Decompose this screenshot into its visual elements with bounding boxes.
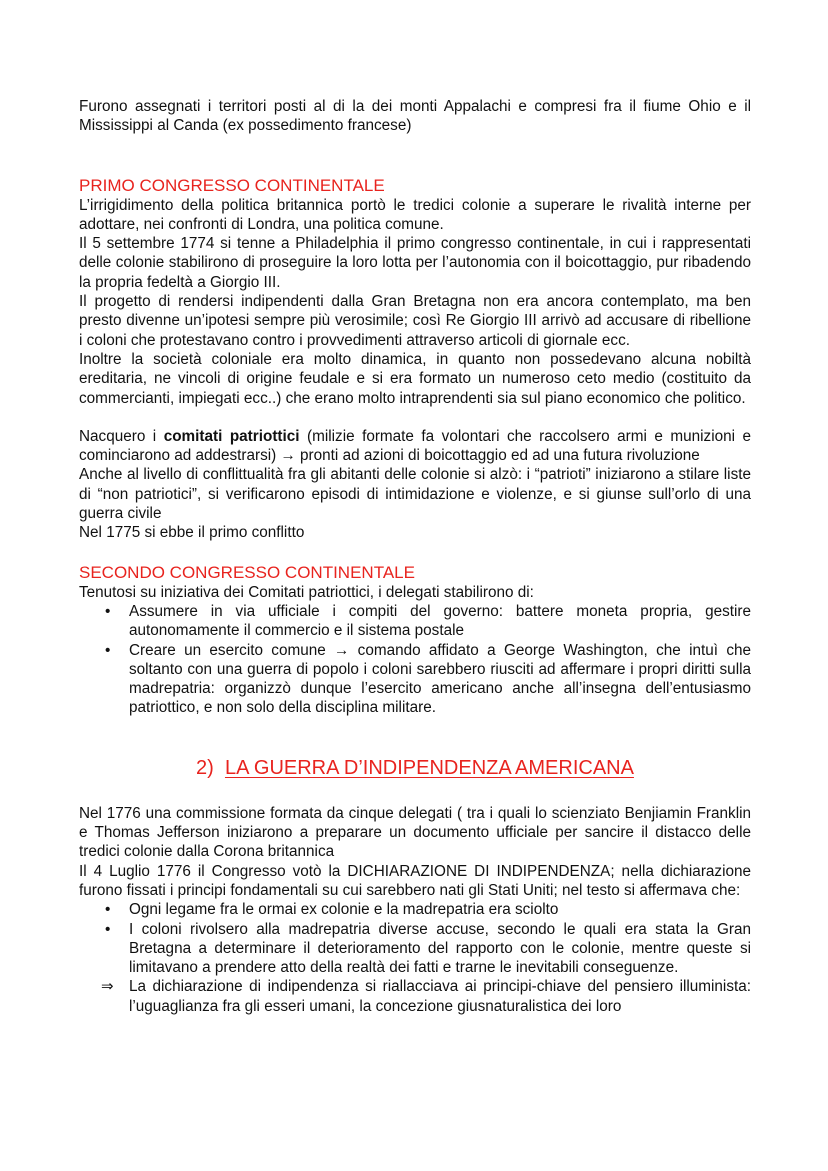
list-item [79,602,751,641]
list-item [79,920,751,978]
chapter-paragraph-2: Il 4 Luglio 1776 il Congresso votò la DICHIARAZIONE DI INDIPENDENZA; nella dichiarazione furono fissati i principi fondamentali su cui sarebbero nati gli Stati Uniti; nel testo si affermava che: [79,862,751,899]
chapter-bullet-list [79,900,751,1016]
p5-text-after: (milizie formate fa volontari che raccolsero armi e munizioni e cominciarono ad addestrarsi) → pronti ad azioni di boicottaggio ed ad una futura rivoluzione [79,427,751,465]
list-item-text: I coloni rivolsero alla madrepatria diverse accuse, secondo le quali era stata la Gran Bretagna a determinare il deterioramento del rapporto con le colonie, mentre queste si limitavano a prendere atto della realtà dei fatti e trarne le inevitabili conseguenze. [129,920,751,977]
primo-paragraph-1: L’irrigidimento della politica britannica portò le tredici colonie a superare le rivalità interne per adottare, nei confronti di Londra, una politica comune. [79,196,751,233]
primo-paragraph-6: Anche al livello di conflittualità fra gli abitanti delle colonie si alzò: i “patrioti” iniziarono a stilare liste di “non patriotici”, si verificarono episodi di intimidazione e violenze, e si giunse sull’orlo di una guerra civile [79,466,751,523]
bullet-icon: • [105,901,111,919]
section-title-primo-congresso: PRIMO CONGRESSO CONTINENTALE [79,175,385,195]
implies-arrow-icon: ⇒ [101,978,114,996]
primo-paragraph-3: Il progetto di rendersi indipendenti dalla Gran Bretagna non era ancora contemplato, ma ben presto divenne un’ipotesi sempre più verosimile; così Re Giorgio III arrivò ad accusare di ribellione i coloni che protestavano contro i provvedimenti attraverso articoli di giornale ecc. [79,293,751,349]
list-item [79,641,751,718]
list-item [79,977,751,1016]
bullet-icon: • [105,920,111,938]
document-body [79,97,751,1016]
list-item-text: Ogni legame fra le ormai ex colonie e la madrepatria era sciolto [129,901,559,919]
list-item [79,900,751,919]
secondo-bullet-list [79,602,751,718]
list-item-text: Assumere in via ufficiale i compiti del governo: battere moneta propria, gestire autonomamente il commercio e il sistema postale [129,602,751,640]
primo-paragraph-7: Nel 1775 si ebbe il primo conflitto [79,524,305,542]
p5-text-before: Nacquero i [79,427,164,445]
comitati-patriottici-bold: comitati patriottici [163,427,300,445]
bullet-icon: • [105,641,111,659]
intro-paragraph: Furono assegnati i territori posti al di la dei monti Appalachi e compresi fra il fiume Ohio e il Mississippi al Canda (ex possedimento francese) [79,98,751,135]
primo-paragraph-5 [79,427,751,466]
chapter-paragraph-1: Nel 1776 una commissione formata da cinque delegati ( tra i quali lo scienziato Benjiamin Franklin e Thomas Jefferson iniziarono a preparare un documento ufficiale per sancire il distacco delle tredici colonie dalla Corona britannica [79,804,751,861]
primo-paragraph-2: Il 5 settembre 1774 si tenne a Philadelphia il primo congresso continentale, in cui i rappresentati delle colonie stabilirono di proseguire la loro lotta per l’autonomia con il boicottaggio, pur ribadendo la propria fedeltà a Giorgio III. [79,235,751,291]
chapter-number: 2) [196,756,214,779]
list-item-text: La dichiarazione di indipendenza si riallacciava ai principi-chiave del pensiero illuminista: l’uguaglianza fra gli esseri umani, la concezione giusnaturalistica dei loro [129,978,751,1015]
bullet-icon: • [105,602,111,620]
section-title-secondo-congresso: SECONDO CONGRESSO CONTINENTALE [79,562,415,582]
chapter-heading [79,756,751,780]
chapter-title: LA GUERRA D’INDIPENDENZA AMERICANA [224,756,634,779]
secondo-intro: Tenutosi su iniziativa dei Comitati patriottici, i delegati stabilirono di: [79,583,534,601]
list-item-text: Creare un esercito comune → comando affidato a George Washington, che intuì che soltanto con una guerra di popolo i coloni sarebbero riusciti ad affermare i propri diritti sulla madrepatria: organizzò dunque l’esercito americano anche all’insegna dell’entusiasmo patriottico, e non solo della disciplina militare. [129,641,751,717]
primo-paragraph-4: Inoltre la società coloniale era molto dinamica, in quanto non possedevano alcuna nobiltà ereditaria, ne vincoli di origine feudale e si era formato un numeroso ceto medio (costituito da commercianti, impiegati ecc..) che erano molto intraprendenti sia sul piano economico che politico. [79,350,751,407]
